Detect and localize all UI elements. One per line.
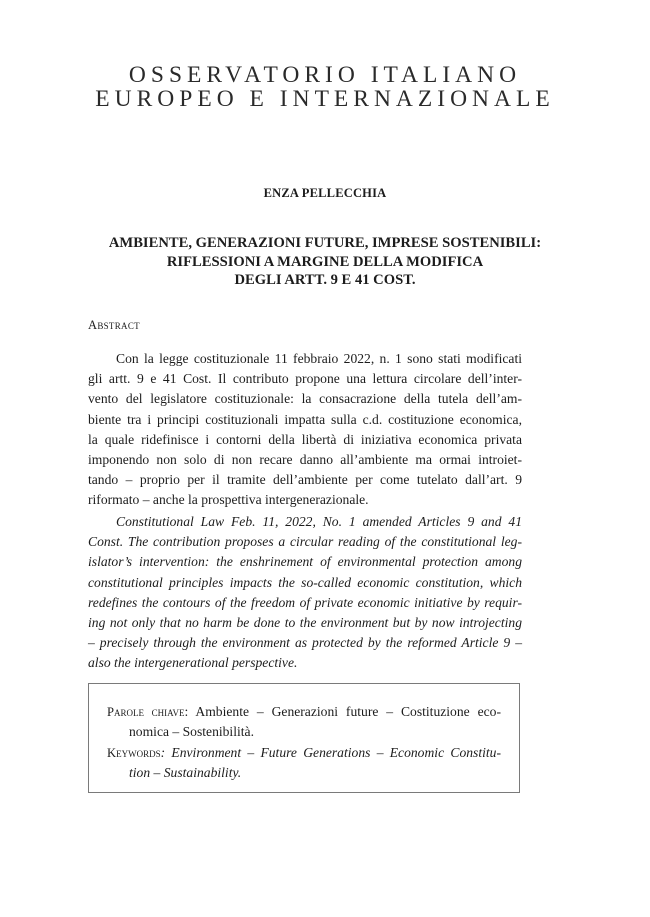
text-line: riformato – anche la prospettiva intergenerazionale. [88, 492, 369, 508]
article-title [70, 234, 580, 290]
keywords-label-en: Keywords [107, 746, 161, 760]
text-line: ing not only that no harm be done to the environment but by now introjecting [88, 615, 522, 631]
text-line: constitutional principles impacts the so-called economic constitution, which [88, 574, 522, 590]
keywords-values-it: : Ambiente – Generazioni future – Costituzione eco- [184, 704, 501, 719]
text-line: Constitutional Law Feb. 11, 2022, No. 1 amended Articles 9 and 41 [116, 514, 522, 529]
abstract-english [88, 512, 522, 674]
text-line: la quale ridefinisce i contorni della libertà di iniziativa economica privata [88, 431, 522, 447]
journal-name-line-1: OSSERVATORIO ITALIANO [128, 62, 522, 88]
journal-name-line-2: EUROPEO E INTERNAZIONALE [95, 86, 555, 112]
keywords-line: nomica – Sostenibilità. [129, 724, 254, 739]
title-line: AMBIENTE, GENERAZIONI FUTURE, IMPRESE SOSTENIBILI: [108, 235, 542, 251]
keywords-line: tion – Sustainability. [129, 765, 242, 780]
keywords-line [107, 702, 501, 722]
text-line: vento del legislatore costituzionale: la consacrazione della tutela dell’am- [88, 391, 522, 407]
abstract-italian [88, 349, 522, 511]
text-line: also the intergenerational perspective. [88, 655, 298, 671]
keywords-label-it: Parole chiave [107, 705, 185, 719]
keywords-box [88, 683, 520, 793]
keywords-english [107, 743, 501, 783]
text-line: gli artt. 9 e 41 Cost. Il contributo propone una lettura circolare dell’inter- [88, 371, 522, 387]
text-line: imponendo non solo di non recare danno all’ambiente ma ormai introiet- [88, 452, 522, 468]
title-line: RIFLESSIONI A MARGINE DELLA MODIFICA [166, 253, 484, 270]
text-line: redefines the contours of the freedom of private economic initiative by requir- [88, 594, 522, 610]
text-line: biente tra i principi costituzionali impatta sulla c.d. costituzione economica, [88, 411, 522, 427]
keywords-italian [107, 702, 501, 742]
keywords-line [107, 743, 501, 763]
text-line: – precisely through the environment as protected by the reformed Article 9 – [88, 635, 522, 651]
text-line: Con la legge costituzionale 11 febbraio 2022, n. 1 sono stati modificati [116, 351, 522, 366]
keywords-values-en: : Environment – Future Generations – Economic Constitu- [160, 745, 501, 760]
abstract-heading: Abstract [88, 318, 140, 332]
text-line: Const. The contribution proposes a circular reading of the constitutional leg- [88, 534, 522, 550]
author-name: ENZA PELLECCHIA [263, 186, 387, 200]
title-line: DEGLI ARTT. 9 E 41 COST. [234, 272, 416, 288]
text-line: islator’s intervention: the enshrinement of environmental protection among [88, 554, 522, 570]
text-line: tando – proprio per il tramite dell’ambiente per come tutelato dall’art. 9 [88, 472, 522, 488]
